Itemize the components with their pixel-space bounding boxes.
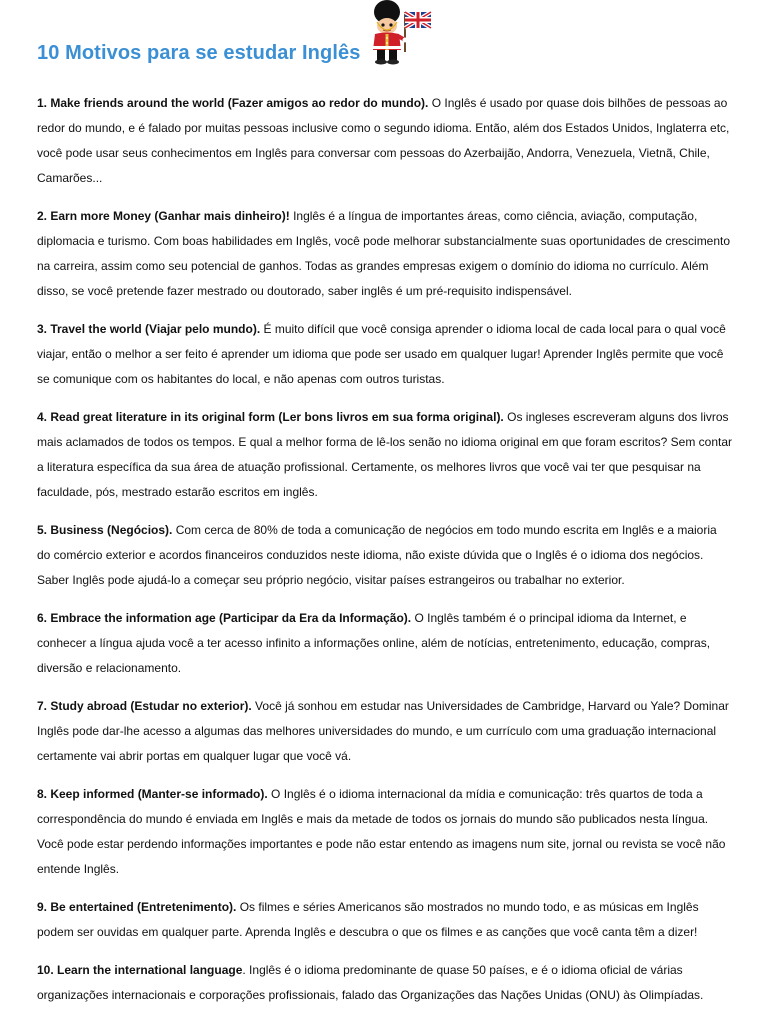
reason-text: Os filmes e séries Americanos são mostrados no mundo todo, e as músicas em Inglês podem ser ouvidas em qualquer parte. Aprenda Inglês e descubra o que os filmes e as canções que você canta têm a dizer! (37, 900, 699, 939)
reason-text: Você já sonhou em estudar nas Universidades de Cambridge, Harvard ou Yale? Dominar Inglês pode dar-lhe acesso a algumas das melhores universidades do mundo, e um currículo com uma graduação internacional certamente vai abrir portas em qualquer lugar que você vá. (37, 699, 729, 763)
reason-item-1 (37, 91, 732, 191)
reason-item-4 (37, 405, 732, 505)
reason-text: O Inglês também é o principal idioma da Internet, e conhecer a língua ajuda você a ter acesso infinito a informações online, além de notícias, entretenimento, educação, compras, diversão e relacionamento. (37, 611, 711, 675)
reason-heading: 7. Study abroad (Estudar no exterior). (37, 699, 252, 713)
reason-item-6 (37, 606, 732, 681)
page-title: 10 Motivos para se estudar Inglês (37, 42, 361, 64)
reason-text: É muito difícil que você consiga aprender o idioma local de cada local para o qual você viajar, então o melhor a ser feito é aprender um idioma que pode ser usado em qualquer lugar! Aprender Inglês permite que você se comunique com os habitantes do local, e não apenas com outros turistas. (37, 322, 726, 386)
reason-text: Inglês é a língua de importantes áreas, como ciência, aviação, computação, diplomacia e turismo. Com boas habilidades em Inglês, você pode melhorar substancialmente suas oportunidades de crescimento na carreira, assim como seu potencial de ganhos. Todas as grandes empresas exigem o domínio do idioma no currículo. Além disso, se você pretende fazer mestrado ou doutorado, saber inglês é um pré-requisito indispensável. (37, 209, 731, 298)
title-row (37, 0, 737, 72)
reason-item-2 (37, 204, 732, 304)
reason-item-3 (37, 317, 732, 392)
reason-heading: 6. Embrace the information age (Participar da Era da Informação). (37, 611, 412, 625)
reason-item-8 (37, 782, 732, 882)
royal-guard-with-uk-flag-icon (367, 0, 437, 66)
reason-text: Os ingleses escreveram alguns dos livros mais aclamados de todos os tempos. E qual a melhor forma de lê-los senão no idioma original em que foram escritos? Sem contar a literatura específica da sua área de atuação profissional. Certamente, os melhores livros que você vai ter que pesquisar na faculdade, pós, mestrado estarão escritos em inglês. (37, 410, 733, 499)
reason-text: . Inglês é o idioma predominante de quase 50 países, e é o idioma oficial de várias organizações internacionais e corporações profissionais, falado das Organizações das Nações Unidas (ONU) às Olimpíadas. (37, 963, 704, 1002)
reason-item-10 (37, 958, 732, 1008)
reasons-list (37, 91, 732, 1021)
reason-heading: 9. Be entertained (Entretenimento). (37, 900, 237, 914)
reason-text: Com cerca de 80% de toda a comunicação de negócios em todo mundo escrita em Inglês e a maioria do comércio exterior e acordos financeiros conduzidos neste idioma, não existe dúvida que o Inglês é o idioma dos negócios. Saber Inglês pode ajudá-lo a começar seu próprio negócio, visitar países estrangeiros ou trabalhar no exterior. (37, 523, 717, 587)
reason-item-5 (37, 518, 732, 593)
reason-heading: 4. Read great literature in its original form (Ler bons livros em sua forma original). (37, 410, 504, 424)
reason-item-9 (37, 895, 732, 945)
reason-heading: 10. Learn the international language (37, 963, 243, 977)
reason-heading: 2. Earn more Money (Ganhar mais dinheiro)! (37, 209, 290, 223)
reason-heading: 8. Keep informed (Manter-se informado). (37, 787, 268, 801)
reason-item-7 (37, 694, 732, 769)
reason-heading: 3. Travel the world (Viajar pelo mundo). (37, 322, 261, 336)
reason-heading: 1. Make friends around the world (Fazer amigos ao redor do mundo). (37, 96, 429, 110)
reason-text: O Inglês é o idioma internacional da mídia e comunicação: três quartos de toda a correspondência do mundo é enviada em Inglês e mais da metade de todos os jornais do mundo são publicados nesta língua. Você pode estar perdendo informações importantes e pode não estar entendo as imagens num site, jornal ou revista se você não entende Inglês. (37, 787, 726, 876)
reason-text: O Inglês é usado por quase dois bilhões de pessoas ao redor do mundo, e é falado por muitas pessoas inclusive como o segundo idioma. Então, além dos Estados Unidos, Inglaterra etc, você pode usar seus conhecimentos em Inglês para conversar com pessoas do Azerbaijão, Andorra, Venezuela, Vietnã, Chile, Camarões... (37, 96, 730, 185)
reason-heading: 5. Business (Negócios). (37, 523, 173, 537)
